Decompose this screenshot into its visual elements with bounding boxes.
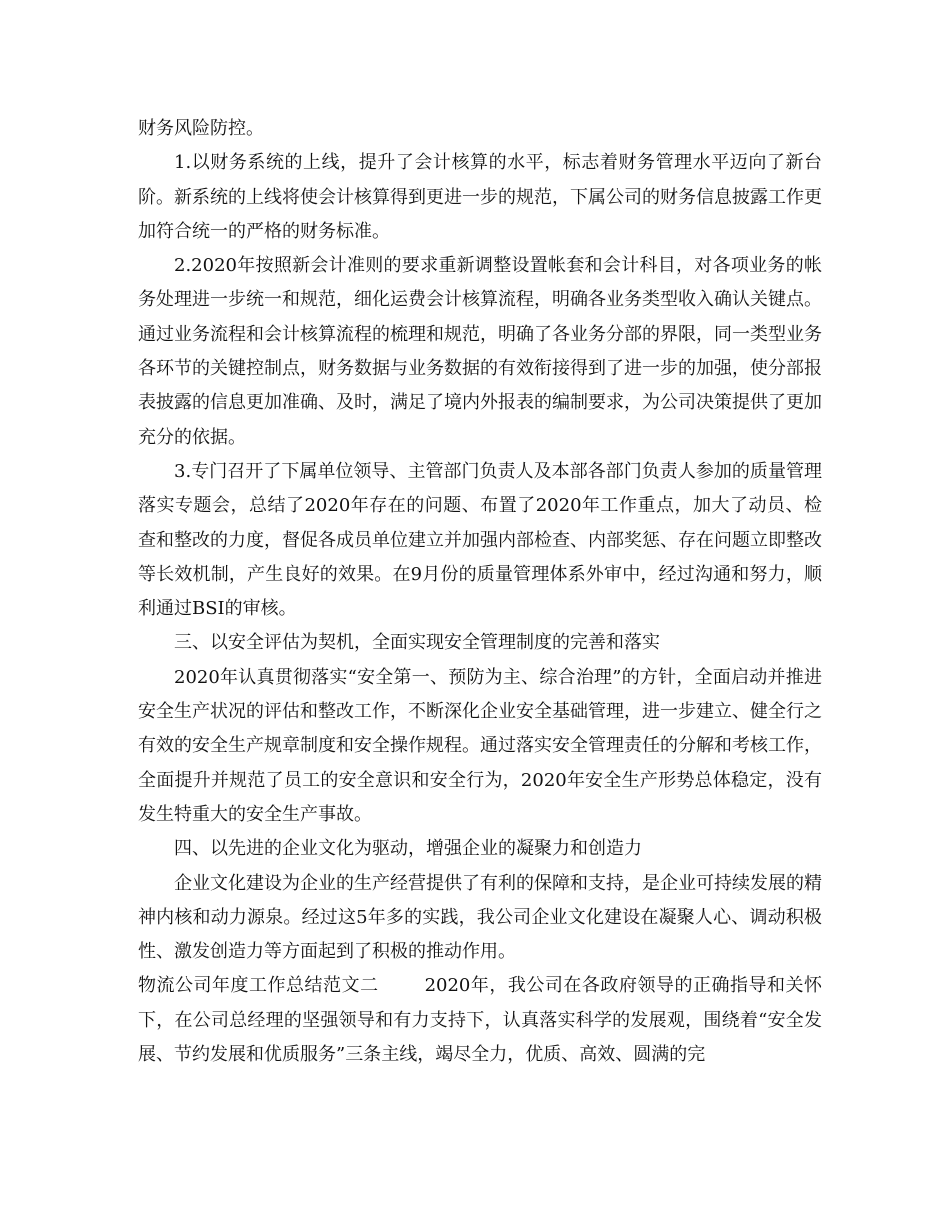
section-heading-safety: 三、以安全评估为契机，全面实现安全管理制度的完善和落实 bbox=[174, 632, 660, 654]
paragraph-culture: 企业文化建设为企业的生产经营提供了有利的保障和支持，是企业可持续发展的精神内核和动力源泉。经过这5年多的实践，我公司企业文化建设在凝聚人心、调动积极性、激发创造力等方面起到了积极的推动作用。 bbox=[138, 872, 822, 963]
paragraph-item-3: 3.专门召开了下属单位领导、主管部门负责人及本部各部门负责人参加的质量管理落实专题会，总结了2020年存在的问题、布置了2020年工作重点，加大了动员、检查和整改的力度，督促各成员单位建立并加强内部检查、内部奖惩、存在问题立即整改等长效机制，产生良好的效果。在9月份的质量管理体系外审中，经过沟通和努力，顺利通过BSI的审核。 bbox=[138, 460, 822, 620]
paragraph-item-1: 1.以财务系统的上线，提升了会计核算的水平，标志着财务管理水平迈向了新台阶。新系统的上线将使会计核算得到更进一步的规范，下属公司的财务信息披露工作更加符合统一的严格的财务标准。 bbox=[138, 152, 822, 242]
paragraph-risk-control: 财务风险防控。 bbox=[138, 118, 264, 139]
section-heading-culture: 四、以先进的企业文化为驱动，增强企业的凝聚力和创造力 bbox=[174, 838, 642, 860]
closing-paragraph bbox=[138, 969, 822, 1072]
paragraph-item-2: 2.2020年按照新会计准则的要求重新调整设置帐套和会计科目，对各项业务的帐务处理进一步统一和规范，细化运费会计核算流程，明确各业务类型收入确认关键点。通过业务流程和会计核算流程的梳理和规范，明确了各业务分部的界限，同一类型业务各环节的关键控制点，财务数据与业务数据的有效衔接得到了进一步的加强，使分部报表披露的信息更加准确、及时，满足了境内外报表的编制要求，为公司决策提供了更加充分的依据。 bbox=[138, 255, 822, 448]
paragraph-safety: 2020年认真贯彻落实“安全第一、预防为主、综合治理”的方针，全面启动并推进安全生产状况的评估和整改工作，不断深化企业安全基础管理，进一步建立、健全行之有效的安全生产规章制度和安全操作规程。通过落实安全管理责任的分解和考核工作，全面提升并规范了员工的安全意识和安全行为，2020年安全生产形势总体稳定，没有发生特重大的安全生产事故。 bbox=[138, 666, 822, 825]
closing-text: 2020年，我公司在各政府领导的正确指导和关怀下，在公司总经理的坚强领导和有力支持下，认真落实科学的发展观，围绕着“安全发展、节约发展和优质服务”三条主线，竭尽全力，优质、高效、圆满的完 bbox=[138, 975, 822, 1066]
closing-title: 物流公司年度工作总结范文二 bbox=[138, 975, 379, 997]
document-body bbox=[138, 112, 822, 1072]
